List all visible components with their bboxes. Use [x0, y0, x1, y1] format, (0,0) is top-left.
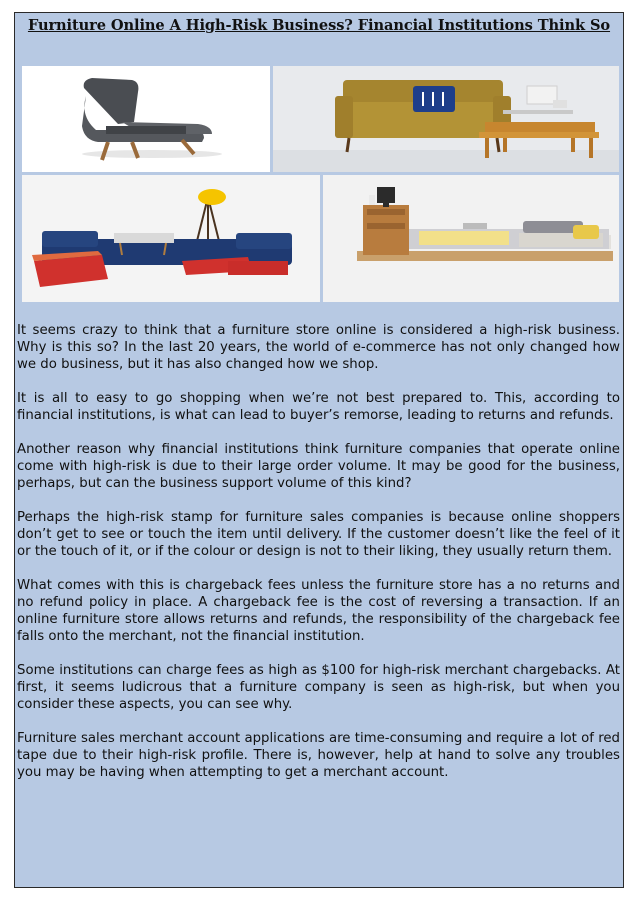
- paragraph: It is all to easy to go shopping when we’re not best prepared to. This, according to financial institutions, is what can lead to buyer’s remorse, leading to returns and refunds.: [17, 391, 620, 423]
- paragraph: Perhaps the high-risk stamp for furniture sales companies is because online shoppers don’t get to see or touch the item until delivery. If the customer doesn’t like the feel of it or the touch of it, or if the colour or design is not to their liking, they usually return them.: [17, 510, 620, 559]
- paragraph: Some institutions can charge fees as high as $100 for high-risk merchant chargebacks. At first, it seems ludicrous that a furniture company is seen as high-risk, but when you consider these aspects, you can see why.: [17, 663, 620, 712]
- recliner-chair-photo: [22, 66, 270, 172]
- document-page: [14, 12, 624, 888]
- sofa-and-coffee-table-photo: [273, 66, 619, 172]
- article-body: [17, 322, 620, 781]
- paragraph: Furniture sales merchant account applications are time-consuming and require a lot of red tape due to their high-risk profile. There is, however, help at hand to solve any troubles you may be having when attempting to get a merchant account.: [17, 731, 620, 780]
- modular-floor-sofa-with-lamp-photo: [22, 175, 320, 302]
- paragraph: Another reason why financial institutions think furniture companies that operate online come with high-risk is due to their large order volume. It may be good for the business, perhaps, but can the business support volume of this kind?: [17, 442, 620, 491]
- paragraph: What comes with this is chargeback fees unless the furniture store has a no returns and no refund policy in place. A chargeback fee is the cost of reversing a transaction. If an online furniture store allows returns and refunds, the responsibility of the chargeback fee falls onto the merchant, not the financial institution.: [17, 578, 620, 644]
- platform-bed-with-desk-photo: [323, 175, 619, 302]
- document-title: Furniture Online A High-Risk Business? Financial Institutions Think So: [27, 17, 611, 34]
- paragraph: It seems crazy to think that a furniture store online is considered a high-risk business. Why is this so? In the last 20 years, the world of e-commerce has not only changed how we do business, but it has also changed how we shop.: [17, 323, 620, 372]
